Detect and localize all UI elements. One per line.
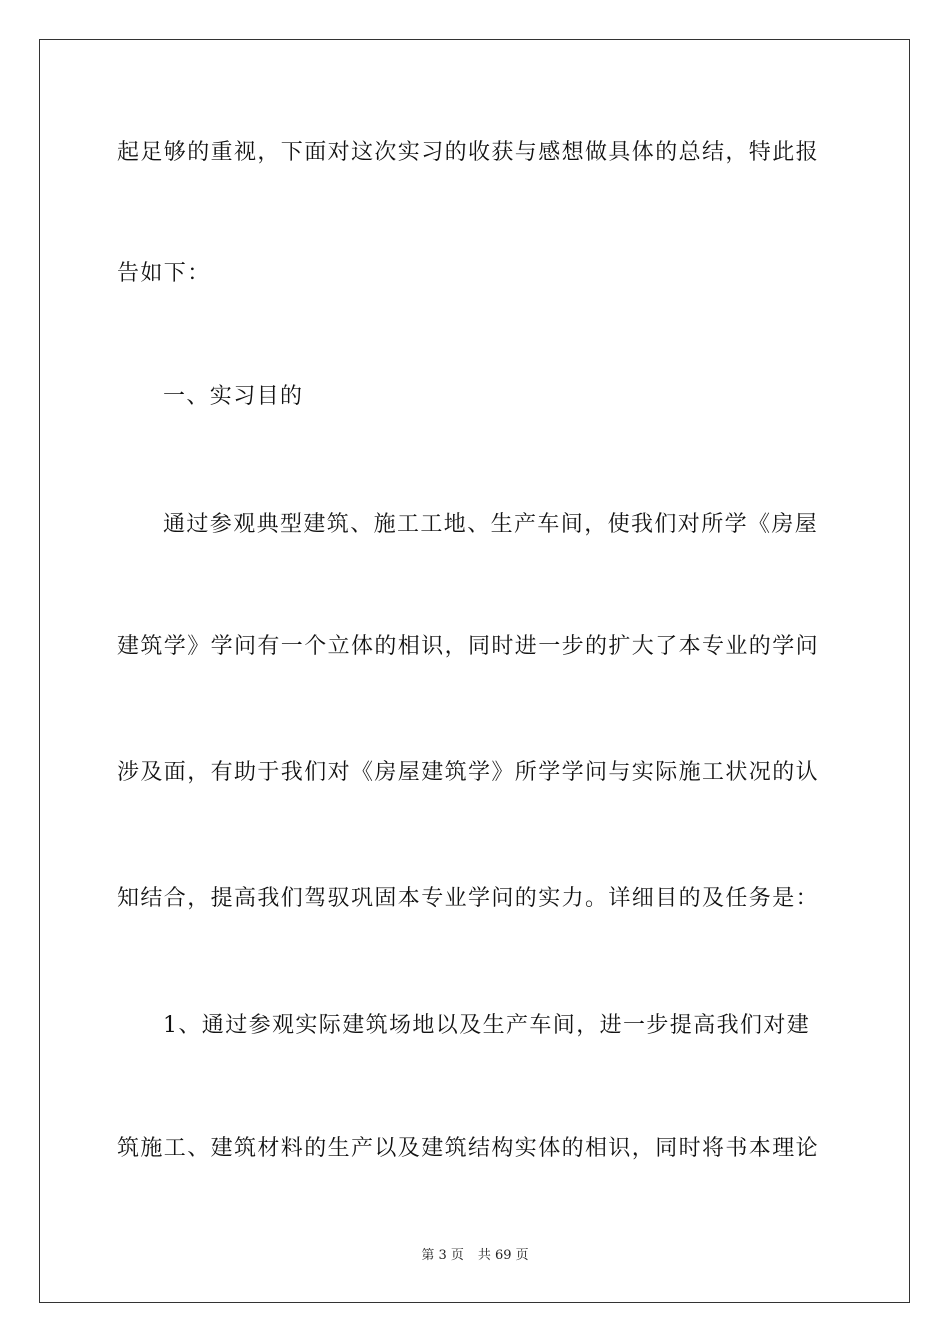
page-number: 第 3 页 xyxy=(421,1248,464,1263)
body-text-line: 建筑学》学问有一个立体的相识，同时进一步的扩大了本专业的学问 xyxy=(117,634,820,659)
page-footer xyxy=(0,1247,950,1265)
body-text-line: 起足够的重视，下面对这次实习的收获与感想做具体的总结，特此报 xyxy=(117,140,820,165)
body-text-line: 知结合，提高我们驾驭巩固本专业学问的实力。详细目的及任务是： xyxy=(117,886,820,911)
body-text-line: 告如下： xyxy=(117,261,211,286)
page-total: 共 69 页 xyxy=(477,1248,529,1263)
list-item-text: 1、通过参观实际建筑场地以及生产车间，进一步提高我们对建 xyxy=(163,1013,811,1038)
body-text-line: 筑施工、建筑材料的生产以及建筑结构实体的相识，同时将书本理论 xyxy=(117,1136,820,1161)
section-heading: 一、实习目的 xyxy=(163,384,304,409)
body-text-line: 通过参观典型建筑、施工工地、生产车间，使我们对所学《房屋 xyxy=(163,512,819,537)
page-border xyxy=(39,39,910,1303)
body-text-line: 涉及面，有助于我们对《房屋建筑学》所学学问与实际施工状况的认 xyxy=(117,760,820,785)
